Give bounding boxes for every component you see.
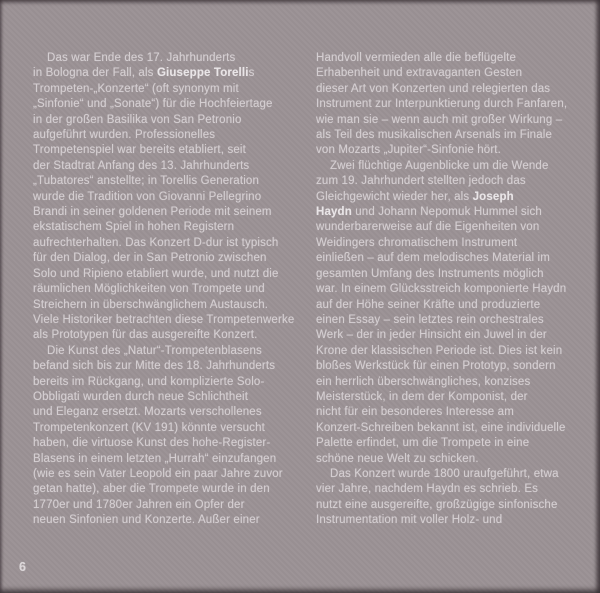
text-line xyxy=(316,421,584,436)
text-line xyxy=(33,267,295,282)
text-line xyxy=(33,128,295,143)
text-line xyxy=(33,82,295,97)
body-text: in der großen Basilika von San Petronio xyxy=(33,113,242,126)
text-line xyxy=(33,328,295,343)
paragraph xyxy=(316,467,584,529)
body-text: „Tubatores“ anstellte; in Torellis Generation xyxy=(33,175,259,188)
text-line xyxy=(316,82,584,97)
text-line xyxy=(316,375,584,390)
body-text: räumlichen Möglichkeiten von Trompete und xyxy=(33,283,265,296)
bold-text: Joseph xyxy=(472,190,514,203)
text-line xyxy=(33,51,295,66)
body-text: wurde die Tradition von Giovanni Pellegrino xyxy=(33,190,262,203)
body-text: Weidingers chromatischem Instrument xyxy=(316,236,518,249)
body-text: und Eleganz ersetzt. Mozarts verschollenes xyxy=(33,406,262,419)
text-line xyxy=(316,190,584,205)
body-text: nutzt eine ausgereifte, großzügige sinfonische xyxy=(316,498,558,511)
body-text: s xyxy=(248,67,255,80)
paragraph xyxy=(316,159,584,467)
text-line xyxy=(33,282,295,297)
body-text: Die Kunst des „Natur“-Trompetenblasens xyxy=(47,344,262,357)
body-text: für den Dialog, der in San Petronio zwischen xyxy=(33,252,267,265)
body-text: in Bologna der Fall, als xyxy=(33,67,157,80)
text-line xyxy=(33,513,295,528)
text-line xyxy=(316,482,584,497)
text-line xyxy=(316,298,584,313)
text-line xyxy=(316,359,584,374)
body-text: Viele Historiker betrachten diese Trompetenwerke xyxy=(33,313,295,326)
text-line xyxy=(33,390,295,405)
body-text: Trompetenspiel war bereits etabliert, seit xyxy=(33,144,246,157)
text-line xyxy=(316,467,584,482)
text-line xyxy=(33,97,295,112)
text-line xyxy=(33,113,295,128)
text-line xyxy=(33,298,295,313)
body-text: befand sich bis zur Mitte des 18. Jahrhunderts xyxy=(33,360,276,373)
body-text: von Mozarts „Jupiter“-Sinfonie hört. xyxy=(316,144,501,157)
body-text: der Stadtrat Anfang des 13. Jahrhunderts xyxy=(33,159,250,172)
text-line xyxy=(33,375,295,390)
text-line xyxy=(316,113,584,128)
text-line xyxy=(316,51,584,66)
text-line xyxy=(316,313,584,328)
body-text: neuen Sinfonien und Konzerte. Außer einer xyxy=(33,514,260,527)
text-line xyxy=(33,467,295,482)
body-text: bereits im Rückgang, und komplizierte Solo- xyxy=(33,375,265,388)
text-line xyxy=(316,128,584,143)
text-line xyxy=(33,66,295,81)
text-line xyxy=(33,344,295,359)
body-text: Palette erfindet, um die Trompete in eine xyxy=(316,437,530,450)
text-line xyxy=(316,498,584,513)
text-line xyxy=(33,313,295,328)
body-text: ekstatischem Spiel in hohen Registern xyxy=(33,221,235,234)
text-line xyxy=(33,482,295,497)
text-line xyxy=(316,452,584,467)
text-line xyxy=(33,498,295,513)
body-text: vier Jahre, nachdem Haydn es schrieb. Es xyxy=(316,483,539,496)
body-text: wunderbarerweise auf die Eigenheiten von xyxy=(316,221,540,234)
paragraph xyxy=(33,344,295,529)
body-text: Meisterstück, in dem der Komponist, der xyxy=(316,390,528,403)
body-text: Instrument zur Interpunktierung durch Fanfaren, xyxy=(316,98,568,111)
body-text: als Teil des musikalischen Arsenals im Finale xyxy=(316,129,552,142)
body-text: Instrumentation mit voller Holz- und xyxy=(316,514,503,527)
body-text: Das Konzert wurde 1800 uraufgeführt, etwa xyxy=(330,467,559,480)
body-text: einließen – auf dem melodisches Material im xyxy=(316,252,550,265)
text-line xyxy=(33,405,295,420)
body-text: haben, die virtuose Kunst des hohe-Register- xyxy=(33,437,271,450)
body-text: war. In einem Glücksstreich komponierte Haydn xyxy=(316,283,567,296)
body-text: bloßes Werkstück für einen Prototyp, sondern xyxy=(316,360,556,373)
text-line xyxy=(316,236,584,251)
text-line xyxy=(316,97,584,112)
text-column-left xyxy=(33,51,295,529)
paragraph xyxy=(33,51,295,344)
text-line xyxy=(316,436,584,451)
body-text: Zwei flüchtige Augenblicke um die Wende xyxy=(330,159,549,172)
text-line xyxy=(33,220,295,235)
text-line xyxy=(316,282,584,297)
text-line xyxy=(33,452,295,467)
body-text: Werk – der in jeder Hinsicht ein Juwel in der xyxy=(316,329,547,342)
bold-text: Giuseppe Torelli xyxy=(156,67,249,80)
text-line xyxy=(33,143,295,158)
body-text: einen Essay – sein letztes rein orchestrales xyxy=(316,313,544,326)
text-line xyxy=(316,267,584,282)
text-line xyxy=(33,236,295,251)
text-line xyxy=(33,421,295,436)
text-line xyxy=(316,205,584,220)
text-line xyxy=(33,359,295,374)
body-text: Solo und Ripieno etabliert wurde, und nutzt die xyxy=(33,267,279,280)
text-line xyxy=(33,159,295,174)
text-line xyxy=(316,66,584,81)
body-text: nicht für ein besonderes Interesse am xyxy=(316,406,514,419)
body-text: Obbligati wurden durch neue Schlichtheit xyxy=(33,390,249,403)
text-line xyxy=(33,251,295,266)
text-line xyxy=(316,513,584,528)
page-number: 6 xyxy=(19,560,26,574)
body-text: wie man sie – wenn auch mit großer Wirkung – xyxy=(316,113,563,126)
text-line xyxy=(316,220,584,235)
body-text: und Johann Nepomuk Hummel sich xyxy=(351,206,542,219)
text-column-right xyxy=(316,51,584,529)
text-line xyxy=(33,436,295,451)
body-text: zum 19. Jahrhundert stellten jedoch das xyxy=(316,175,526,188)
body-text: schöne neue Welt zu schicken. xyxy=(316,452,479,465)
text-line xyxy=(316,390,584,405)
body-text: Trompetenkonzert (KV 191) könnte versucht xyxy=(33,421,266,434)
body-text: Brandi in seiner goldenen Periode mit seinem xyxy=(33,206,272,219)
text-line xyxy=(316,251,584,266)
body-text: Streichern in überschwänglichem Austausch. xyxy=(33,298,269,311)
body-text: auf der Höhe seiner Kräfte und produzierte xyxy=(316,298,541,311)
body-text: aufrechterhalten. Das Konzert D-dur ist typisch xyxy=(33,236,279,249)
body-text: Handvoll vermieden alle die beflügelte xyxy=(316,52,517,64)
body-text: Erhabenheit und extravaganten Gesten xyxy=(316,67,523,80)
text-line xyxy=(316,328,584,343)
body-text: Gleichgewicht wieder her, als xyxy=(316,190,473,203)
body-text: aufgeführt wurden. Professionelles xyxy=(33,129,216,142)
body-text: Krone der klassischen Periode ist. Dies ist kein xyxy=(316,344,563,357)
paragraph xyxy=(316,51,584,159)
text-line xyxy=(316,405,584,420)
body-text: ein herrlich überschwängliches, konzises xyxy=(316,375,531,388)
body-text: Blasens in einem letzten „Hurrah“ einzufangen xyxy=(33,452,277,465)
text-line xyxy=(316,159,584,174)
body-text: Das war Ende des 17. Jahrhunderts xyxy=(47,52,236,64)
text-line xyxy=(316,344,584,359)
body-text: Konzert-Schreiben bekannt ist, eine individuelle xyxy=(316,421,566,434)
body-text: (wie es sein Vater Leopold ein paar Jahre zuvor xyxy=(33,467,283,480)
text-line xyxy=(316,143,584,158)
body-text: getan hatte), aber die Trompete wurde in den xyxy=(33,483,270,496)
text-line xyxy=(33,205,295,220)
body-text: dieser Art von Konzerten und relegierten das xyxy=(316,82,551,95)
text-line xyxy=(33,190,295,205)
bold-text: Haydn xyxy=(316,206,352,219)
body-text: 1770er und 1780er Jahren ein Opfer der xyxy=(33,498,245,511)
text-line xyxy=(33,174,295,189)
text-line xyxy=(316,174,584,189)
body-text: gesamten Umfang des Instruments möglich xyxy=(316,267,544,280)
body-text: „Sinfonie“ und „Sonate“) für die Hochfeiertage xyxy=(33,98,273,111)
body-text: Trompeten-„Konzerte“ (oft synonym mit xyxy=(33,82,239,95)
body-text: als Prototypen für das ausgereifte Konzert. xyxy=(33,329,258,342)
